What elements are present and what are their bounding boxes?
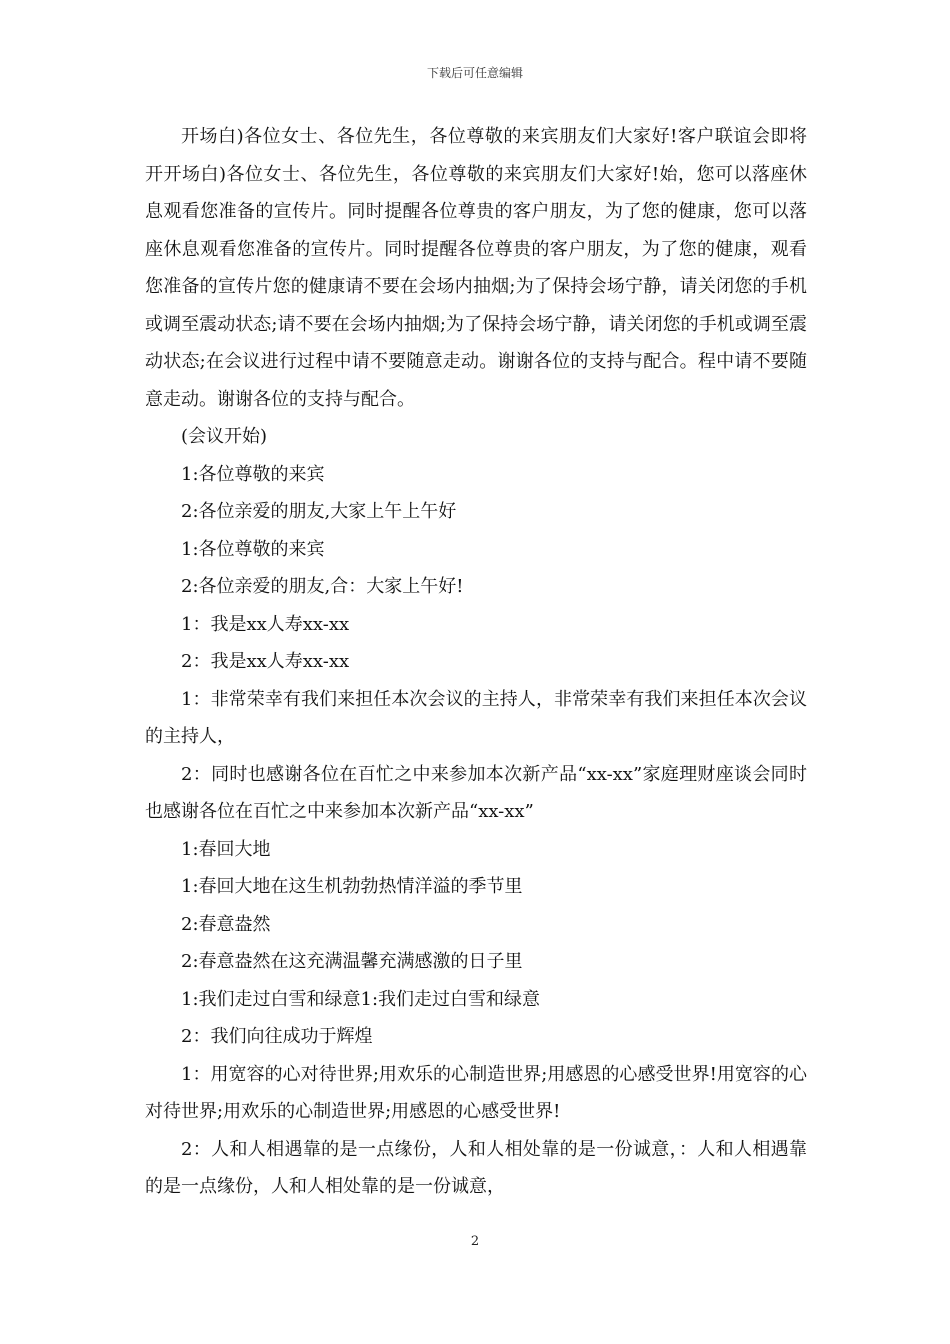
paragraph-line: 1：我是xx人寿xx-xx	[181, 613, 350, 635]
paragraph-opening-remarks: 开场白)各位女士、各位先生，各位尊敬的来宾朋友们大家好!客户联谊会即将开开场白)各位女士、各位先生，各位尊敬的来宾朋友们大家好!始，您可以落座休息观看您准备的宣传片。同时提醒各位尊贵的客户朋友，为了您的健康，您可以落座休息观看您准备的宣传片。同时提醒各位尊贵的客户朋友，为了您的健康，观看您准备的宣传片您的健康请不要在会场内抽烟;为了保持会场宁静，请关闭您的手机或调至震动状态;请不要在会场内抽烟;为了保持会场宁静，请关闭您的手机或调至震动状态;在会议进行过程中请不要随意走动。谢谢各位的支持与配合。程中请不要随意走动。谢谢各位的支持与配合。	[145, 126, 807, 410]
paragraph-line: 2:各位亲爱的朋友,合：大家上午好!	[181, 576, 464, 597]
page-header: 下载后可任意编辑	[426, 66, 523, 80]
paragraph-line: 2:春意盎然在这充满温馨充满感激的日子里	[181, 951, 523, 972]
paragraph-meeting-start: (会议开始)	[181, 426, 268, 447]
paragraph-line: 1:各位尊敬的来宾	[181, 538, 325, 560]
paragraph-line: 1:春回大地	[181, 838, 271, 860]
paragraph-line: 1：非常荣幸有我们来担任本次会议的主持人，非常荣幸有我们来担任本次会议的主持人，	[145, 688, 807, 747]
paragraph-line: 2：我是xx人寿xx-xx	[181, 651, 350, 672]
paragraph-line: 2：同时也感谢各位在百忙之中来参加本次新产品“xx-xx”家庭理财座谈会同时也感谢各位在百忙之中来参加本次新产品“xx-xx”	[145, 763, 807, 822]
paragraph-line: 2:各位亲爱的朋友,大家上午上午好	[181, 501, 457, 522]
paragraph-line: 2：人和人相遇靠的是一点缘份，人和人相处靠的是一份诚意，：人和人相遇靠的是一点缘份，人和人相处靠的是一份诚意，	[145, 1138, 807, 1197]
paragraph-line: 1:我们走过白雪和绿意1:我们走过白雪和绿意	[181, 988, 541, 1010]
paragraph-line: 2：我们向往成功于辉煌	[181, 1026, 373, 1047]
paragraph-line: 1:春回大地在这生机勃勃热情洋溢的季节里	[181, 876, 523, 897]
paragraph-line: 2:春意盎然	[181, 913, 271, 935]
paragraph-line: 1:各位尊敬的来宾	[181, 463, 325, 485]
page-number: 2	[470, 1234, 480, 1249]
document-body	[145, 118, 807, 1206]
paragraph-line: 1：用宽容的心对待世界;用欢乐的心制造世界;用感恩的心感受世界!用宽容的心对待世界;用欢乐的心制造世界;用感恩的心感受世界!	[145, 1063, 807, 1122]
